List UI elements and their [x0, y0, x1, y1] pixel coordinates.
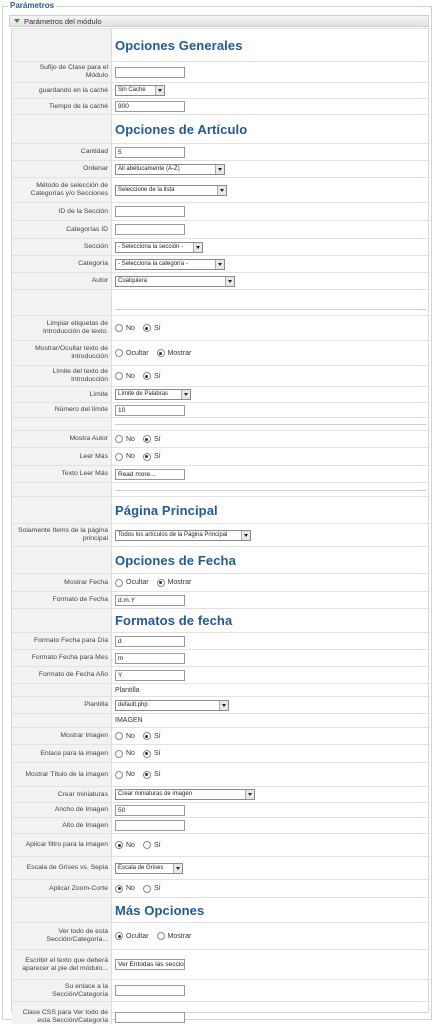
chevron-down-icon — [181, 390, 190, 399]
autor-si-radio[interactable] — [143, 435, 151, 443]
titulo-imagen-no-radio[interactable] — [115, 771, 123, 779]
row-alto-imagen — [12, 817, 430, 833]
params-grid — [11, 28, 429, 1024]
row-solamente — [12, 523, 430, 546]
formato-fecha-input[interactable]: d.m.Y — [115, 595, 185, 606]
row-autor — [12, 272, 430, 289]
label-limite: Límite — [12, 387, 112, 402]
autor-select[interactable]: Cualquiera — [115, 276, 235, 287]
row-seccion — [12, 238, 430, 255]
divider — [115, 309, 426, 310]
label-formato-anio: Formato de Fecha Año — [12, 667, 112, 683]
section-articulo — [12, 114, 430, 143]
formato-mes-input[interactable]: m — [115, 653, 185, 664]
row-mostrar-ocultar: Mostrar/Ocultar texto de introducción Ocultar Mostrar — [12, 340, 430, 365]
label-su-enlace: Su enlace a la Sección/Categoría — [12, 980, 112, 1001]
label-numero-limite: Número del límite — [12, 403, 112, 417]
row-numero-limite — [12, 402, 430, 417]
row-clase-css — [12, 1001, 430, 1024]
limpiar-no-radio[interactable] — [115, 324, 123, 332]
label-tiempo-cache: Tiempo de la caché — [12, 99, 112, 114]
chevron-down-icon — [241, 531, 250, 540]
fecha-mostrar-radio[interactable] — [157, 579, 165, 587]
ordenar-select[interactable]: All abétucamente (A-Z) — [115, 164, 225, 175]
chevron-down-icon — [225, 277, 234, 286]
zoom-corte-no-radio[interactable] — [115, 885, 123, 893]
section-title-articulo: Opciones de Artículo — [115, 121, 248, 137]
row-plantilla-heading — [12, 683, 430, 696]
label-texto-leer-mas: Texto Leer Más — [12, 466, 112, 482]
parameters-fieldset — [2, 1, 432, 1024]
intro-ocultar-radio[interactable] — [115, 349, 123, 357]
filtro-no-radio[interactable] — [115, 841, 123, 849]
leer-mas-si-radio[interactable] — [143, 453, 151, 461]
row-limite-texto: Límite del texto de Introducción No Sí — [12, 365, 430, 386]
chevron-down-icon — [217, 186, 226, 195]
row-ver-todo: Ver todo de esta Sección/Categoría... Ocultar Mostrar — [12, 922, 430, 949]
label-leer-mas: Leer Más — [12, 448, 112, 465]
cache-select[interactable]: Sin Cache — [115, 85, 165, 96]
plantilla-select[interactable]: default.php — [115, 700, 229, 711]
imagen-no-radio[interactable] — [115, 732, 123, 740]
texto-leer-mas-input[interactable]: Read more... — [115, 469, 185, 480]
section-title-formatos: Formatos de fecha — [115, 613, 233, 628]
section-title-fecha: Opciones de Fecha — [115, 552, 236, 568]
section-title-principal: Página Principal — [115, 502, 218, 518]
label-escribir-texto: Escribir el texto que deberá aparecer al pie del módulo... — [12, 950, 112, 979]
row-aplicar-filtro: Aplicar filtro para la imagen No Sí — [12, 833, 430, 856]
label-limite-texto: Límite del texto de Introducción — [12, 366, 112, 386]
label-seccion: Sección — [12, 239, 112, 255]
module-params-panel-header[interactable] — [9, 15, 429, 27]
label-metodo: Método de selección de Categorías y/o Secciones — [12, 178, 112, 202]
label-mostrar-imagen: Mostrar Imagen — [12, 728, 112, 744]
chevron-down-icon — [219, 701, 228, 710]
limpiar-si-radio[interactable] — [143, 324, 151, 332]
row-su-enlace — [12, 979, 430, 1001]
fecha-ocultar-radio[interactable] — [115, 579, 123, 587]
label-escala-grises: Escala de Grises vs. Sepia — [12, 857, 112, 879]
chevron-down-icon — [245, 790, 254, 799]
row-ancho-imagen — [12, 802, 430, 817]
row-zoom-corte: Aplicar Zoom-Corte No Sí — [12, 879, 430, 897]
label-formato-fecha: Formato de Fecha — [12, 592, 112, 608]
panel-title: Parámetros del módulo — [24, 17, 102, 26]
row-plantilla — [12, 696, 430, 713]
row-categorias-id — [12, 220, 430, 238]
label-ordenar: Ordenar — [12, 161, 112, 177]
intro-mostrar-radio[interactable] — [157, 349, 165, 357]
expand-triangle-icon — [14, 19, 20, 23]
row-limite — [12, 386, 430, 402]
label-ver-todo: Ver todo de esta Sección/Categoría... — [12, 923, 112, 949]
label-categoria: Categoría — [12, 256, 112, 272]
section-formatos — [12, 608, 430, 632]
titulo-imagen-si-radio[interactable] — [143, 771, 151, 779]
id-seccion-input[interactable] — [115, 206, 185, 217]
row-formato-dia — [12, 632, 430, 649]
tiempo-cache-input[interactable]: 900 — [115, 101, 185, 112]
row-crear-miniaturas — [12, 786, 430, 802]
row-mostrar-fecha: Mostrar Fecha Ocultar Mostrar — [12, 573, 430, 591]
escala-grises-select[interactable]: Escala de Grises — [115, 863, 183, 874]
metodo-select[interactable]: Seleccione de la lista — [115, 185, 227, 196]
label-formato-mes: Formato Fecha para Mes — [12, 650, 112, 666]
label-sufijo: Sufijo de Clase para el Módulo — [12, 62, 112, 82]
limite-select[interactable]: Límite de Palabras — [115, 389, 191, 400]
label-zoom-corte: Aplicar Zoom-Corte — [12, 880, 112, 897]
filtro-si-radio[interactable] — [143, 841, 151, 849]
subheading-plantilla: Plantilla — [115, 686, 140, 694]
row-mostrar-titulo: Mostrar Título de la imagen No Sí — [12, 762, 430, 786]
chevron-down-icon — [215, 165, 224, 174]
limite-texto-si-radio[interactable] — [143, 372, 151, 380]
label-autor: Autor — [12, 273, 112, 289]
row-imagen-heading — [12, 713, 430, 727]
row-escala-grises — [12, 856, 430, 879]
row-cantidad — [12, 143, 430, 160]
label-cache: guardando en la caché — [12, 83, 112, 98]
divider — [115, 424, 426, 425]
escribir-texto-input[interactable]: Ver Entodas las seccio — [115, 959, 185, 970]
imagen-si-radio[interactable] — [143, 732, 151, 740]
section-principal — [12, 496, 430, 523]
row-enlace-imagen: Enlace para la imagen No Sí — [12, 744, 430, 762]
chevron-down-icon — [173, 864, 182, 873]
label-id-seccion: ID de la Sección — [12, 203, 112, 220]
seccion-select[interactable]: - Selecciona la sección - — [115, 242, 203, 253]
row-cache — [12, 82, 430, 98]
chevron-down-icon — [193, 243, 202, 252]
crear-miniaturas-select[interactable]: Crear miniaturas de imagen — [115, 789, 255, 800]
row-mostra-autor: Mostra Autor No Sí — [12, 430, 430, 447]
section-general — [12, 28, 430, 61]
label-solamente: Solamente Items de la página principal — [12, 524, 112, 546]
section-fecha — [12, 546, 430, 573]
limite-texto-no-radio[interactable] — [115, 372, 123, 380]
formato-dia-input[interactable]: d — [115, 636, 185, 647]
label-plantilla: Plantilla — [12, 697, 112, 713]
row-formato-mes — [12, 649, 430, 666]
row-separator-1 — [12, 289, 430, 315]
row-separator-2 — [12, 417, 430, 430]
autor-no-radio[interactable] — [115, 435, 123, 443]
numero-limite-input[interactable]: 10 — [115, 405, 185, 416]
enlace-imagen-no-radio[interactable] — [115, 750, 123, 758]
label-clase-css: Clase CSS para Ver todo de esta Sección/Categoría — [12, 1002, 112, 1024]
ver-todo-ocultar-radio[interactable] — [115, 932, 123, 940]
row-mostrar-imagen: Mostrar Imagen No Sí — [12, 727, 430, 744]
sufijo-input[interactable] — [115, 67, 185, 78]
chevron-down-icon — [215, 260, 224, 269]
row-tiempo-cache — [12, 98, 430, 114]
label-mostrar-ocultar: Mostrar/Ocultar texto de introducción — [12, 341, 112, 365]
label-mostrar-titulo: Mostrar Título de la imagen — [12, 763, 112, 786]
divider — [115, 490, 426, 491]
categoria-select[interactable]: - Selecciona la categoría - — [115, 259, 225, 270]
enlace-imagen-si-radio[interactable] — [143, 750, 151, 758]
section-mas — [12, 897, 430, 922]
section-title-mas: Más Opciones — [115, 902, 205, 918]
chevron-down-icon — [155, 86, 164, 95]
row-sufijo — [12, 61, 430, 82]
zoom-corte-si-radio[interactable] — [143, 885, 151, 893]
row-formato-fecha — [12, 591, 430, 608]
alto-imagen-input[interactable] — [115, 820, 185, 831]
label-mostra-autor: Mostra Autor — [12, 431, 112, 447]
su-enlace-input[interactable] — [115, 985, 185, 996]
row-leer-mas: Leer Más No Sí — [12, 447, 430, 465]
row-id-seccion — [12, 202, 430, 220]
label-enlace-imagen: Enlace para la imagen — [12, 745, 112, 762]
subheading-imagen: IMAGEN — [115, 717, 143, 724]
clase-css-input[interactable] — [115, 1012, 185, 1023]
row-escribir-texto — [12, 949, 430, 979]
categorias-id-input[interactable] — [115, 224, 185, 235]
row-categoria — [12, 255, 430, 272]
fieldset-legend: Parámetros — [10, 1, 55, 10]
cantidad-input[interactable]: 5 — [115, 147, 185, 158]
row-formato-anio — [12, 666, 430, 683]
section-title-general: Opciones Generales — [115, 37, 243, 53]
row-ordenar — [12, 160, 430, 177]
ancho-imagen-input[interactable]: 50 — [115, 805, 185, 816]
ver-todo-mostrar-radio[interactable] — [157, 932, 165, 940]
label-mostrar-fecha: Mostrar Fecha — [12, 574, 112, 591]
label-ancho-imagen: Ancho de Imagen — [12, 803, 112, 817]
row-texto-leer-mas — [12, 465, 430, 482]
label-alto-imagen: Alto de Imagen — [12, 818, 112, 833]
row-separator-3 — [12, 482, 430, 496]
label-limpiar: Limpiar etiquetas de Introducción de texto. — [12, 316, 112, 340]
row-limpiar: Limpiar etiquetas de Introducción de texto. No Sí — [12, 315, 430, 340]
solamente-select[interactable]: Todos los artículos de la Página Principal — [115, 530, 251, 541]
formato-anio-input[interactable]: Y — [115, 670, 185, 681]
leer-mas-no-radio[interactable] — [115, 453, 123, 461]
label-categorias-id: Categorías ID — [12, 221, 112, 238]
label-crear-miniaturas: Crear miniaturas — [12, 787, 112, 802]
row-metodo — [12, 177, 430, 202]
label-cantidad: Cantidad — [12, 144, 112, 160]
label-formato-dia: Formato Fecha para Día — [12, 633, 112, 649]
label-aplicar-filtro: Aplicar filtro para la imagen — [12, 834, 112, 856]
